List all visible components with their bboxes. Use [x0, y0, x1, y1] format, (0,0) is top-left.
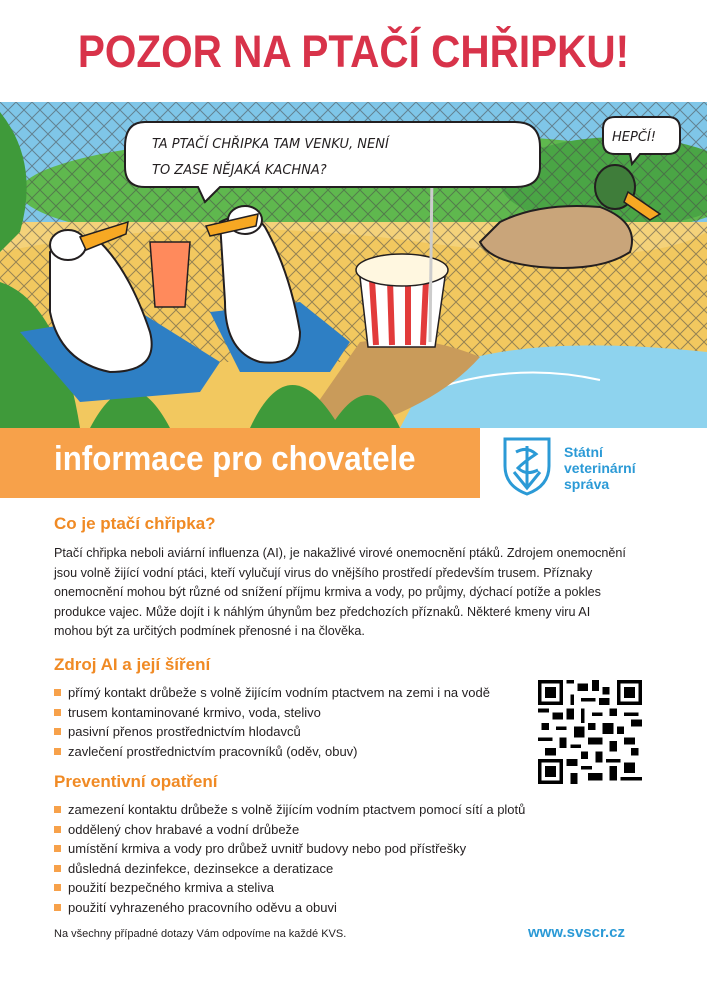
list-item: oddělený chov hrabavé a vodní drůbeže — [54, 820, 525, 840]
prevention-list — [54, 800, 525, 917]
paragraph-what-is — [54, 544, 656, 642]
website-link[interactable]: www.svscr.cz — [528, 924, 626, 941]
list-item: trusem kontaminované krmivo, voda, stelivo — [54, 703, 490, 723]
paragraph-line: Ptačí chřipka neboli aviární influenza (AI), je nakažlivé virové onemocnění ptáků. Zdrojem onemocnění — [54, 546, 626, 560]
speech-bubble-line2: TO ZASE NĚJAKÁ KACHNA? — [152, 163, 327, 178]
heading-prevention: Preventivní opatření — [54, 772, 218, 791]
qr-code[interactable] — [538, 680, 642, 784]
info-bar — [0, 428, 480, 498]
page-title: POZOR NA PTAČÍ CHŘIPKU! — [77, 26, 630, 77]
duck-sneeze-bubble: HEPČÍ! — [612, 130, 656, 145]
info-bar-label: informace pro chovatele — [54, 440, 416, 478]
speech-bubble-line1: TA PTAČÍ CHŘIPKA TAM VENKU, NENÍ — [152, 137, 389, 152]
list-item: zavlečení prostřednictvím pracovníků (oděv, obuv) — [54, 742, 490, 762]
paragraph-line: produkce vajec. Může dojít i k náhlým úhynům bez předchozích příznaků. Některé kmeny viru AI — [54, 604, 591, 619]
shield-icon — [502, 436, 552, 496]
cartoon-illustration-svg — [0, 102, 707, 428]
cartoon-illustration — [0, 102, 707, 428]
paragraph-line: jsou volně žijící vodní ptáci, kteří vylučují virus do vnějšího prostředí především trusem. Příznaky — [54, 565, 593, 580]
logo-line1: Státní — [564, 444, 603, 460]
paragraph-line: mohou být za určitých podmínek přenosné i na člověka. — [54, 624, 365, 639]
list-item: zamezení kontaktu drůbeže s volně žijícím vodním ptactvem pomocí sítí a plotů — [54, 800, 525, 820]
logo-line3: správa — [564, 476, 610, 492]
list-item: umístění krmiva a vody pro drůbež uvnitř budovy nebo pod přístřešky — [54, 839, 525, 859]
list-item: použití vyhrazeného pracovního oděvu a obuvi — [54, 898, 525, 918]
heading-what-is: Co je ptačí chřipka? — [54, 514, 216, 533]
svs-logo — [502, 436, 702, 498]
footer-note: Na všechny případné dotazy Vám odpovíme na každé KVS. — [54, 928, 347, 940]
list-item: pasivní přenos prostřednictvím hlodavců — [54, 722, 490, 742]
list-item: použití bezpečného krmiva a steliva — [54, 878, 525, 898]
logo-text — [564, 444, 636, 492]
source-list — [54, 683, 490, 761]
list-item: důsledná dezinfekce, dezinsekce a deratizace — [54, 859, 525, 879]
logo-line2: veterinární — [564, 460, 636, 476]
heading-source: Zdroj AI a její šíření — [54, 655, 211, 674]
paragraph-line: onemocnění mohou být různé od snížení příjmu krmiva a vody, po průjmy, dýchací potíže a pokles — [54, 585, 601, 600]
list-item: přímý kontakt drůbeže s volně žijícím vodním ptactvem na zemi i na vodě — [54, 683, 490, 703]
